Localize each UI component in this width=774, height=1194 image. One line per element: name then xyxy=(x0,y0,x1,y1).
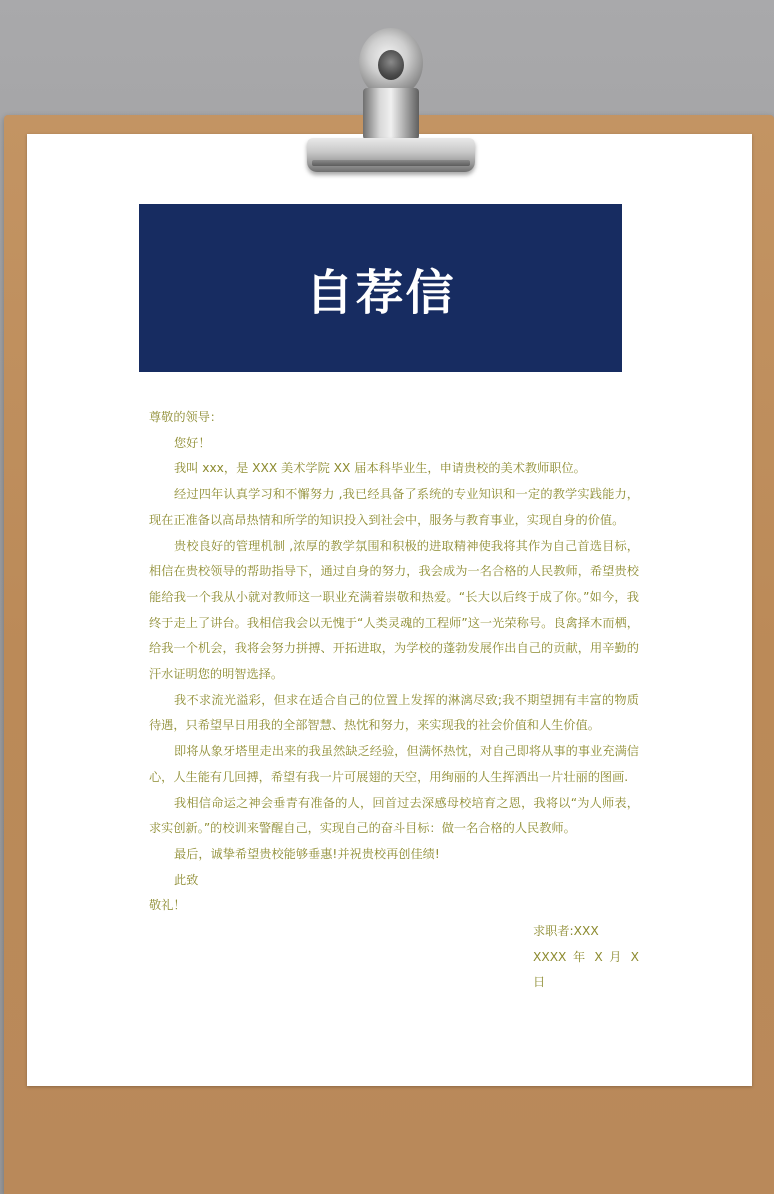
paragraph: 即将从象牙塔里走出来的我虽然缺乏经验，但满怀热忱，对自己即将从事的事业充满信心，人生能有几回搏，希望有我一片可展翅的天空，用绚丽的人生挥洒出一片壮丽的图画. xyxy=(149,744,639,784)
signature: 求职者:XXX xyxy=(533,924,599,939)
paragraph: 我叫 xxx，是 XXX 美术学院 XX 届本科毕业生，申请贵校的美术教师职位。 xyxy=(174,461,586,476)
salutation: 尊敬的领导： xyxy=(149,410,223,424)
paragraph: 经过四年认真学习和不懈努力 ,我已经具备了系统的专业知识和一定的教学实践能力，现在正准备以高昂热情和所学的知识投入到社会中，服务与教育事业，实现自身的价值。 xyxy=(149,487,639,527)
letter-body xyxy=(149,405,639,996)
greeting: 您好！ xyxy=(174,435,211,450)
paragraph: 贵校良好的管理机制 ,浓厚的教学氛围和积极的进取精神使我将其作为自己首选目标，相信在贵校领导的帮助指导下，通过自身的努力，我会成为一名合格的人民教师，希望贵校能给我一个我从小就对教师这一职业充满着崇敬和热爱。“长大以后终于成了你。”如今，我终于走上了讲台。我相信我会以无愧于“人类灵魂的工程师”这一光荣称号。良禽择木而栖，给我一个机会，我将会努力拼搏、开拓进取，为学校的蓬勃发展作出自己的贡献，用辛勤的汗水证明您的明智选择。 xyxy=(149,538,639,682)
closing-salute: 敬礼！ xyxy=(149,898,186,913)
paragraph: 我相信命运之神会垂青有准备的人，回首过去深感母校培育之恩，我将以“为人师表，求实创新。”的校训来警醒自己，实现自己的奋斗目标：做一名合格的人民教师。 xyxy=(149,795,639,836)
page-title: 自荐信 xyxy=(305,264,456,321)
binder-clip-icon xyxy=(0,0,774,200)
date: XXXX 年 X 月 X 日 xyxy=(533,949,639,990)
paragraph: 最后，诚挚希望贵校能够垂惠!并祝贵校再创佳绩! xyxy=(174,846,440,861)
closing-line: 此致 xyxy=(174,872,199,887)
paragraph: 我不求流光溢彩，但求在适合自己的位置上发挥的淋漓尽致;我不期望拥有丰富的物质待遇，只希望早日用我的全部智慧、热忱和努力，来实现我的社会价值和人生价值。 xyxy=(149,692,639,733)
title-banner xyxy=(139,204,622,372)
